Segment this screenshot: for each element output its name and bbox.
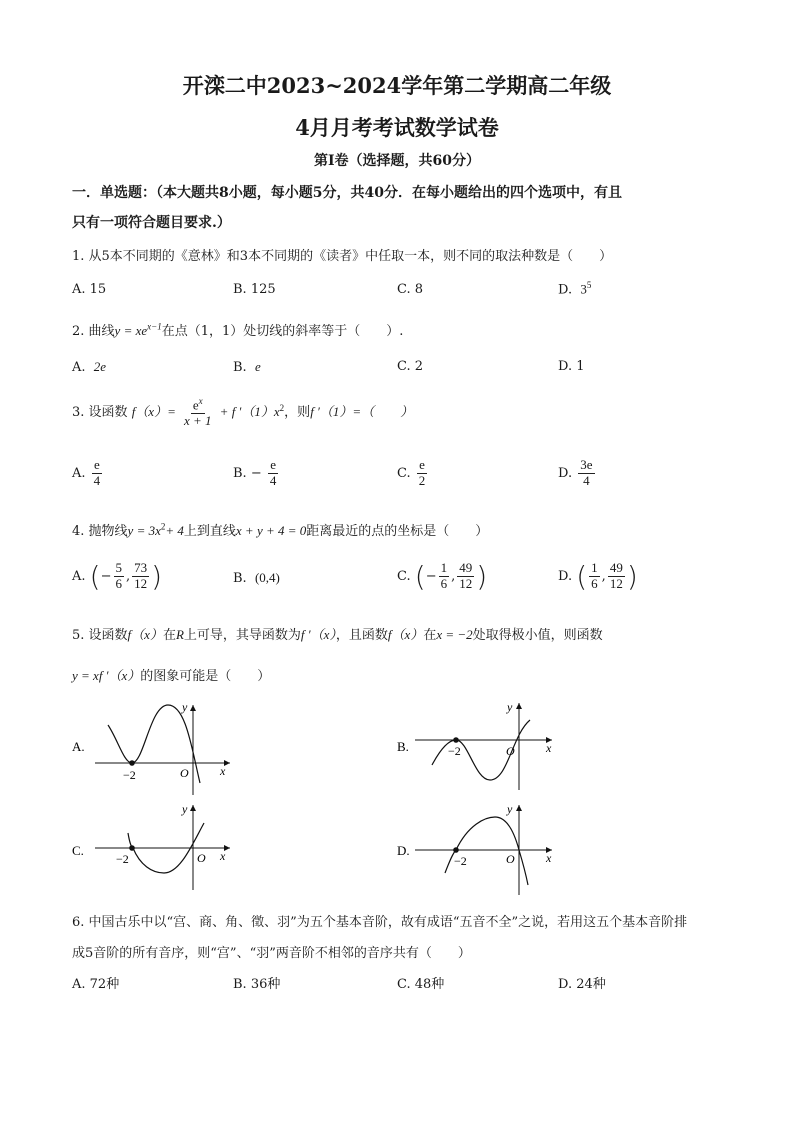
graph-d-y-label: y — [507, 802, 513, 816]
q1-option-b: B. 125 — [233, 282, 276, 297]
graph-d-point — [453, 847, 459, 853]
graph-c-x-label: x — [220, 849, 226, 863]
graph-b-tick: −2 — [448, 744, 461, 758]
q4-option-d: D. ( $\frac{1}{6}$ , $\frac{49}{12}$ ) — [558, 560, 638, 593]
graph-a-point — [129, 760, 135, 766]
q1-option-a: A. 15 — [72, 282, 107, 297]
part-heading: 第I卷（选择题，共60分） — [313, 153, 481, 169]
graph-b-point — [453, 737, 459, 743]
graph-b — [397, 700, 552, 790]
graph-c-tick: −2 — [116, 852, 129, 866]
q6-option-c: C. 48种 — [397, 977, 445, 992]
q3-stem: 3. 设函数 f（x）= $\frac{e^x}{x + 1}$ + f $'(1)x^2$，则f ′（1）=（ ） — [72, 396, 414, 429]
q1-stem: 1. 从5本不同期的《意林》和3本不同期的《读者》中任取一本，则不同的取法种数是（ ） — [72, 249, 613, 264]
q3-option-b: B. − $\frac{e}{4}$ — [233, 457, 277, 488]
q5-graphs — [60, 695, 760, 905]
q4-option-a: A. (− $\frac{5}{6}$ , $\frac{73}{12}$ ) — [72, 560, 163, 593]
q6-stem-line2: 成5音阶的所有音序，则“宫”、“羽”两音阶不相邻的音序共有（ ） — [72, 946, 471, 961]
graph-a-origin: O — [180, 766, 189, 780]
graph-b-origin: O — [506, 744, 515, 758]
graph-d-label: D. — [397, 843, 410, 858]
q3-option-d: D. $\frac{3e}{4}$ — [558, 457, 593, 488]
graph-b-x-label: x — [546, 741, 552, 755]
graph-c-point — [129, 845, 135, 851]
q1-option-c: C. 8 — [397, 282, 424, 297]
graph-a-x-label: x — [220, 764, 226, 778]
q4-option-b: B. (0,4) — [233, 570, 280, 586]
exam-title: 开滦二中2023~2024学年第二学期高二年级 — [182, 73, 612, 98]
graph-b-curve — [432, 720, 530, 780]
q4-option-c: C. (− $\frac{1}{6}$ , $\frac{49}{12}$ ) — [397, 560, 488, 593]
q5-stem-line2: y = xf ′（x）的图象可能是（ ） — [72, 668, 271, 684]
q3-option-c: C. $\frac{e}{2}$ — [397, 457, 426, 488]
graph-b-label: B. — [397, 739, 409, 754]
graph-a-tick: −2 — [123, 768, 136, 782]
graph-a-y-label: y — [182, 700, 188, 714]
q3-option-a: A. $\frac{e}{4}$ — [72, 457, 101, 488]
exam-subtitle: 4月月考考试数学试卷 — [295, 115, 499, 140]
graph-c-origin: O — [197, 851, 206, 865]
q6-option-a: A. 72种 — [72, 977, 120, 992]
graph-c-label: C. — [72, 843, 84, 858]
q5-stem-line1: 5. 设函数f（x）在R上可导，其导函数为f ′（x），且函数f（x）在x = −2处取得极小值，则函数 — [72, 627, 603, 643]
graph-b-y-label: y — [507, 700, 513, 714]
graph-d-x-label: x — [546, 851, 552, 865]
section-heading-line1: 一．单选题：（本大题共8小题，每小题5分，共40分．在每小题给出的四个选项中，有且 — [72, 185, 622, 201]
graph-d — [397, 802, 552, 895]
q4-stem: 4. 抛物线$y = 3x^2+ 4$上到直线x + y + 4 = 0距离最近的点的坐标是（ ） — [72, 521, 489, 539]
graph-d-origin: O — [506, 852, 515, 866]
q6-stem-line1: 6. 中国古乐中以“宫、商、角、徵、羽”为五个基本音阶，故有成语“五音不全”之说，若用这五个基本音阶排 — [72, 915, 688, 930]
q2-option-b: B. e — [233, 359, 261, 375]
q1-option-d: D. $3^5$ — [558, 280, 592, 298]
graph-a-label: A. — [72, 739, 85, 754]
q6-option-b: B. 36种 — [233, 977, 281, 992]
q2-option-d: D. 1 — [558, 359, 585, 374]
q2-stem: 2. 曲线$y = xe^{x-1}$在点（1，1）处切线的斜率等于（ ）. — [72, 321, 404, 339]
q2-option-c: C. 2 — [397, 359, 424, 374]
section-heading-line2: 只有一项符合题目要求.） — [72, 215, 231, 231]
q6-option-d: D. 24种 — [558, 977, 606, 992]
graph-c-y-label: y — [182, 802, 188, 816]
graph-d-tick: −2 — [454, 854, 467, 868]
q2-option-a: A. 2e — [72, 359, 107, 375]
graph-c — [72, 802, 230, 890]
graph-a — [72, 700, 230, 795]
